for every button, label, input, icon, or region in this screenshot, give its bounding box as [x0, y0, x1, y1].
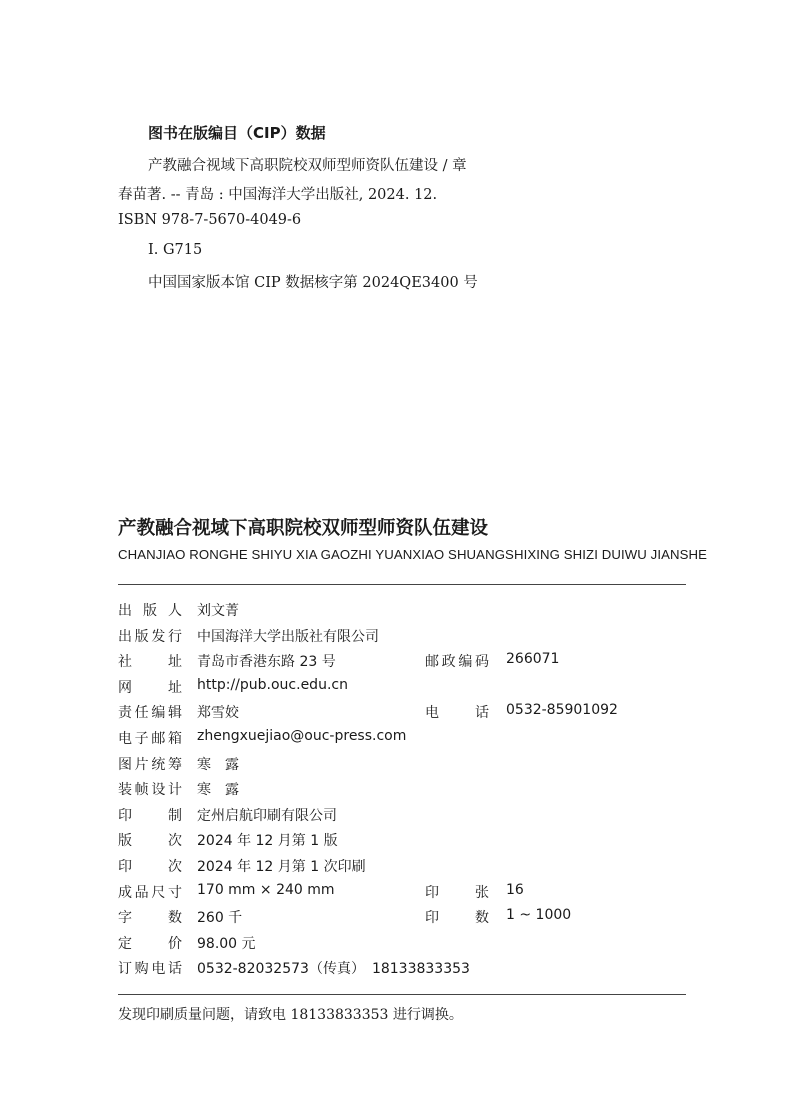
image-coord-label: 图片统筹: [118, 756, 182, 773]
info-row-website: [118, 677, 686, 699]
address-label: 社址: [118, 654, 182, 671]
info-row-design: [118, 779, 686, 801]
info-row-address: [118, 651, 686, 673]
editor-label: 责任编辑: [118, 705, 182, 722]
info-row-image-coord: [118, 754, 686, 776]
words-label: 字数: [118, 910, 182, 927]
info-row-words: [118, 907, 686, 929]
info-row-email: [118, 728, 686, 750]
cip-line-2: 春苗著. -- 青岛 : 中国海洋大学出版社, 2024. 12.: [118, 187, 438, 203]
phone-value: 0532-85901092: [506, 702, 618, 719]
cip-isbn: ISBN 978-7-5670-4049-6: [118, 212, 302, 228]
words-value: 260 千: [197, 910, 243, 927]
order-phone-label: 订购电话: [118, 961, 182, 978]
book-title-pinyin: CHANJIAO RONGHE SHIYU XIA GAOZHI YUANXIAO SHUANGSHIXING SHIZI DUIWU JIANSHE: [118, 547, 708, 562]
publisher-person-value: 刘文菁: [197, 603, 239, 619]
book-title: 产教融合视域下高职院校双师型师资队伍建设: [118, 518, 489, 539]
info-row-printing: [118, 856, 686, 878]
cip-line-1: 产教融合视域下高职院校双师型师资队伍建设 / 章: [148, 158, 467, 174]
printer-label: 印制: [118, 807, 182, 824]
postcode-label: 邮政编码: [425, 654, 489, 671]
email-label: 电子邮箱: [118, 731, 182, 747]
info-row-printer: [118, 805, 686, 827]
info-row-publisher: [118, 626, 686, 648]
size-label: 成品尺寸: [118, 884, 182, 901]
edition-label: 版次: [118, 833, 182, 850]
quality-notice: 发现印刷质量问题，请致电 18133833353 进行调换。: [118, 1007, 463, 1023]
edition-value: 2024 年 12 月第 1 版: [197, 833, 338, 850]
copies-label: 印数: [425, 910, 489, 927]
bottom-divider: [118, 994, 686, 995]
design-value: 寒 露: [197, 782, 239, 799]
website-value: http://pub.ouc.edu.cn: [197, 676, 348, 693]
design-label: 装帧设计: [118, 782, 182, 799]
price-label: 定价: [118, 935, 182, 952]
info-row-order-phone: [118, 958, 686, 980]
cip-title: 图书在版编目（CIP）数据: [148, 124, 326, 142]
editor-value: 郑雪姣: [197, 705, 239, 722]
printer-value: 定州启航印刷有限公司: [197, 807, 337, 824]
printing-label: 印次: [118, 859, 182, 875]
address-value: 青岛市香港东路 23 号: [197, 654, 336, 671]
info-row-edition: [118, 830, 686, 852]
sheets-label: 印张: [425, 884, 489, 901]
publisher-label: 出版发行: [118, 628, 182, 645]
publisher-person-label: 出版人: [118, 603, 182, 619]
website-label: 网址: [118, 679, 182, 696]
sheets-value: 16: [506, 881, 524, 898]
cip-classification: Ⅰ. G715: [148, 242, 203, 258]
info-row-price: [118, 933, 686, 955]
email-value: zhengxuejiao@ouc-press.com: [197, 728, 407, 744]
info-row-editor: [118, 702, 686, 724]
order-phone-value: 0532-82032573（传真） 18133833353: [197, 961, 470, 978]
copies-value: 1 ~ 1000: [506, 907, 572, 924]
info-row-publisher-person: [118, 600, 686, 622]
size-value: 170 mm × 240 mm: [197, 881, 335, 898]
cip-record-number: 中国国家版本馆 CIP 数据核字第 2024QE3400 号: [148, 275, 478, 291]
price-value: 98.00 元: [197, 935, 256, 952]
postcode-value: 266071: [506, 651, 560, 668]
printing-value: 2024 年 12 月第 1 次印刷: [197, 859, 366, 875]
publisher-value: 中国海洋大学出版社有限公司: [197, 628, 379, 645]
info-row-size: [118, 882, 686, 904]
phone-label: 电话: [425, 705, 489, 722]
image-coord-value: 寒 露: [197, 756, 239, 773]
top-divider: [118, 584, 686, 585]
